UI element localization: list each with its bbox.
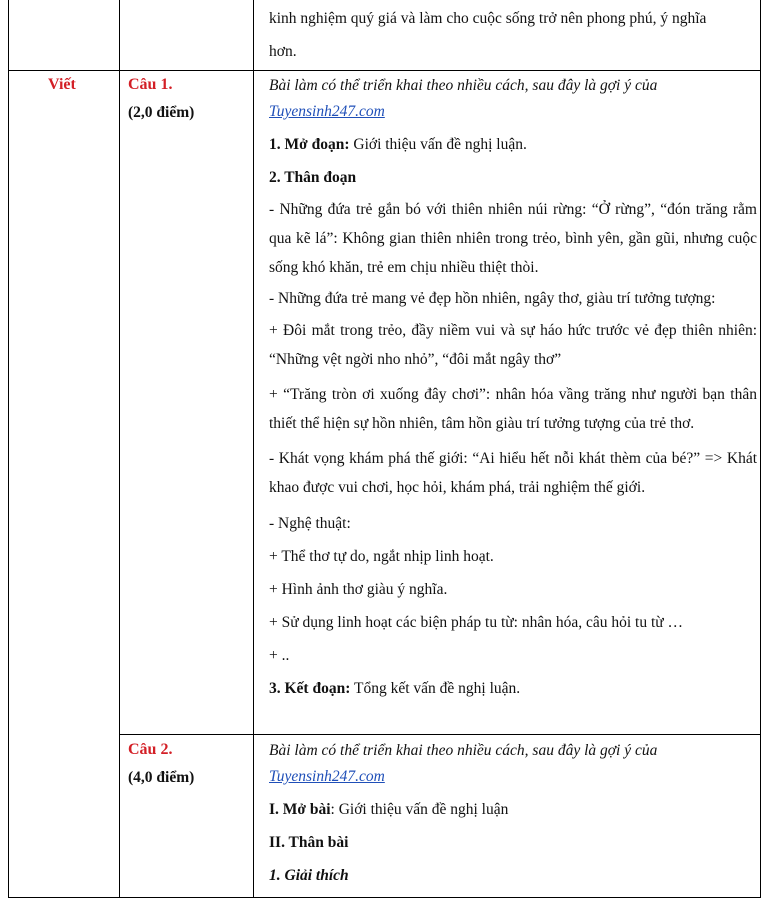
column-divider-2 — [253, 0, 254, 898]
q1-mo-doan: 1. Mở đoạn: Giới thiệu vấn đề nghị luận. — [269, 136, 527, 153]
q1-point-4: + “Trăng tròn ơi xuống đây chơi”: nhân hóa vầng trăng như người bạn thân thiết thể hiện sự hồn nhiên, tâm hồn giàu trí tưởng tượng của trẻ thơ. — [269, 386, 757, 432]
top-row-content — [260, 9, 757, 68]
q1-point-2: - Những đứa trẻ mang vẻ đẹp hồn nhiên, ngây thơ, giàu trí tưởng tượng: — [269, 290, 716, 307]
table-border-right — [760, 0, 761, 898]
row-divider-top — [8, 70, 761, 71]
q1-point-1: - Những đứa trẻ gắn bó với thiên nhiên núi rừng: “Ở rừng”, “đón trăng rằm qua kẽ lá”: Không gian thiên nhiên trong trẻo, bình yên, gần gũi, nhưng cuộc sống khó khăn, trẻ em chịu nhiều thiệt thòi. — [269, 201, 757, 276]
table-border-left — [8, 0, 9, 898]
q1-point-7: + Thể thơ tự do, ngắt nhịp linh hoạt. — [269, 548, 494, 565]
q2-title: Câu 2. — [128, 741, 173, 758]
q1-points: (2,0 điểm) — [128, 104, 195, 121]
continued-text-line2: hơn. — [269, 43, 297, 60]
column-divider-1 — [119, 0, 120, 898]
continued-text-line1: kinh nghiệm quý giá và làm cho cuộc sống trở nên phong phú, ý nghĩa — [269, 10, 707, 27]
q1-label — [128, 76, 194, 122]
table-border-bottom — [8, 897, 761, 898]
q1-point-9: + Sử dụng linh hoạt các biện pháp tu từ: nhân hóa, câu hỏi tu từ … — [269, 614, 684, 631]
q2-intro: Bài làm có thể triển khai theo nhiều cách, sau đây là gợi ý của — [269, 742, 658, 759]
q2-source-link[interactable]: Tuyensinh247.com — [269, 768, 385, 785]
q2-points: (4,0 điểm) — [128, 769, 195, 786]
q1-point-8: + Hình ảnh thơ giàu ý nghĩa. — [269, 581, 448, 598]
q2-content — [260, 741, 757, 886]
q1-than-doan: 2. Thân đoạn — [269, 169, 357, 186]
q1-intro: Bài làm có thể triển khai theo nhiều cách, sau đây là gợi ý của — [269, 77, 658, 94]
q1-point-3: + Đôi mắt trong trẻo, đầy niềm vui và sự háo hức trước vẻ đẹp thiên nhiên: “Những vệt ngời nho nhỏ”, “đôi mắt ngây thơ” — [269, 322, 757, 368]
q2-giai-thich: 1. Giải thích — [269, 867, 349, 884]
q1-ket-doan: 3. Kết đoạn: Tổng kết vấn đề nghị luận. — [269, 680, 521, 697]
q1-title: Câu 1. — [128, 76, 173, 93]
row-divider-q2 — [119, 734, 761, 735]
q1-source-link[interactable]: Tuyensinh247.com — [269, 103, 385, 120]
q2-than-bai: II. Thân bài — [269, 834, 349, 851]
q1-point-5: - Khát vọng khám phá thế giới: “Ai hiểu hết nỗi khát thèm của bé?” => Khát khao được vui chơi, học hỏi, khám phá, trải nghiệm thế giới. — [269, 450, 757, 496]
q2-label — [128, 741, 194, 787]
q1-point-10: + .. — [269, 647, 290, 664]
q1-point-6: - Nghệ thuật: — [269, 515, 351, 532]
answer-table — [8, 0, 761, 898]
section-label: Viết — [48, 76, 76, 93]
q1-content — [260, 76, 757, 699]
q2-mo-bai: I. Mở bài: Giới thiệu vấn đề nghị luận — [269, 801, 509, 818]
